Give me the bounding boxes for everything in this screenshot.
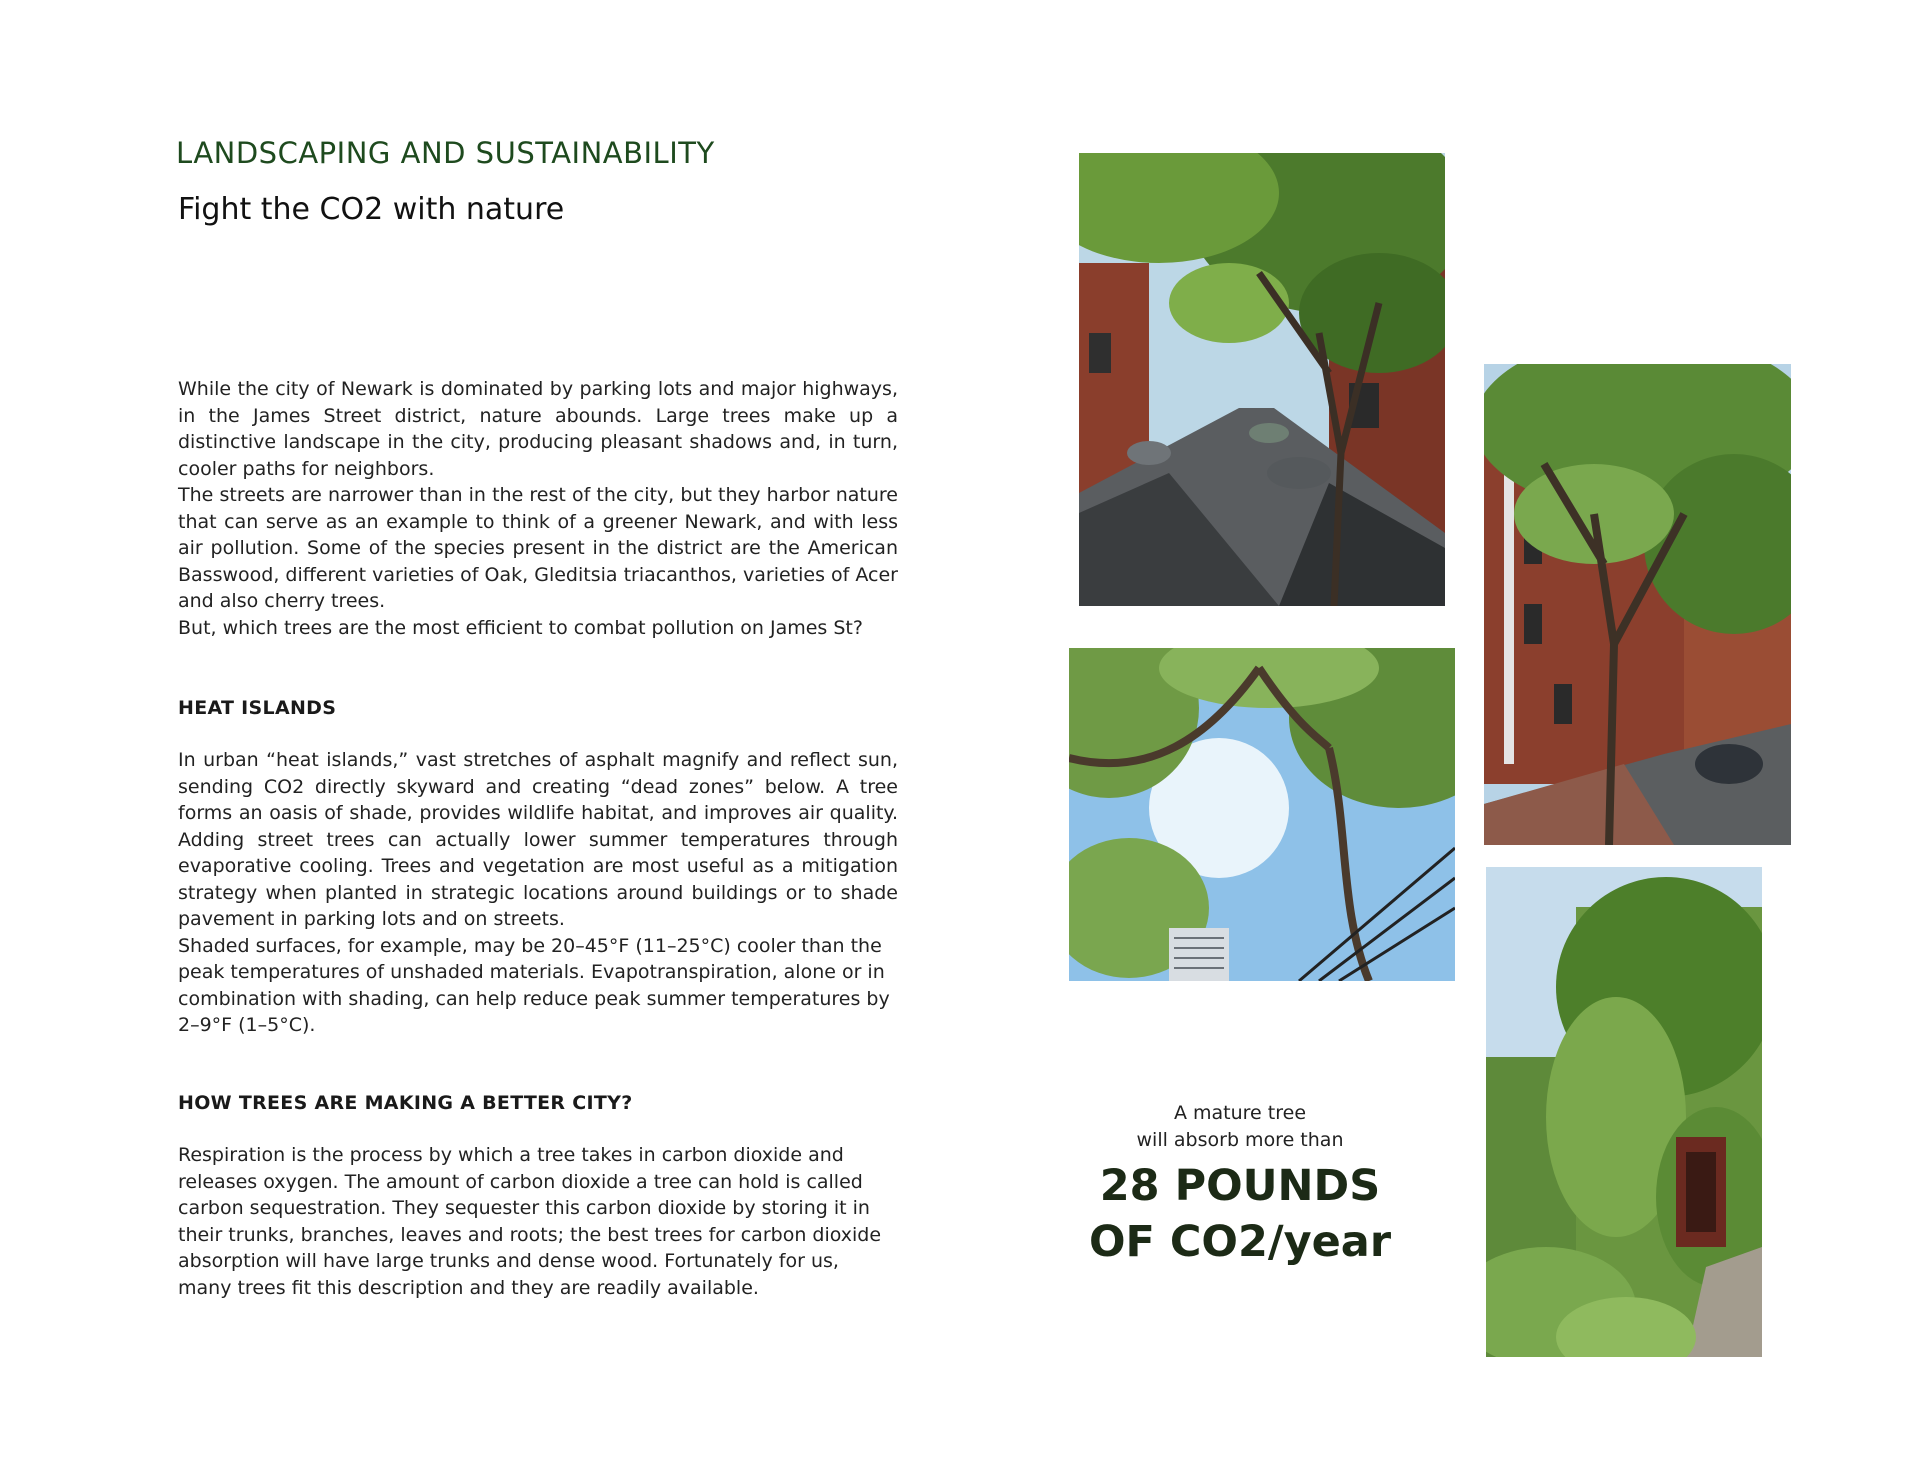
ivy-building-photo xyxy=(1486,867,1762,1357)
better-city-heading: HOW TREES ARE MAKING A BETTER CITY? xyxy=(178,1092,633,1114)
page-title: LANDSCAPING AND SUSTAINABILITY xyxy=(176,136,715,170)
rowhouse-tree-photo xyxy=(1484,364,1791,845)
intro-paragraph: But, which trees are the most efficient to combat pollution on James St? xyxy=(178,616,863,639)
heat-islands-text xyxy=(178,747,898,1039)
stat-caption-line2: will absorb more than xyxy=(1136,1129,1344,1151)
intro-paragraph: While the city of Newark is dominated by parking lots and major highways, in the James Street district, nature abounds. Large trees make up a distinctive landscape in the city, producing pleasant shadows and, in turn, cooler paths for neighbors. xyxy=(178,378,898,480)
heat-islands-paragraph: Shaded surfaces, for example, may be 20–45°F (11–25°C) cooler than the peak temperatures of unshaded materials. Evapotranspiration, alone or in combination with shading, can help reduce peak summer temperatures by 2–9°F (1–5°C). xyxy=(178,934,890,1036)
heat-islands-paragraph: In urban “heat islands,” vast stretches of asphalt magnify and reflect sun, sending CO2 directly skyward and creating “dead zones” below. A tree forms an oasis of shade, provides wildlife habitat, and improves air quality. Adding street trees can actually lower summer temperatures through evaporative cooling. Trees and vegetation are most useful as a mitigation strategy when planted in strategic locations around buildings or to shade pavement in parking lots and on streets. xyxy=(178,749,898,930)
stat-value-line2: OF CO2/year xyxy=(1088,1217,1392,1267)
heat-islands-heading: HEAT ISLANDS xyxy=(178,697,337,719)
intro-paragraph: The streets are narrower than in the rest of the city, but they harbor nature that can serve as an example to think of a greener Newark, and with less air pollution. Some of the species present in the district are the American Basswood, different varieties of Oak, Gleditsia triacanthos, varieties of Acer and also cherry trees. xyxy=(178,484,898,612)
stat-value-line1: 28 POUNDS xyxy=(1099,1161,1381,1211)
canopy-sky-photo xyxy=(1069,648,1455,981)
intro-text xyxy=(178,376,898,641)
page-subtitle: Fight the CO2 with nature xyxy=(178,192,565,227)
stat-caption-line1: A mature tree xyxy=(1173,1102,1307,1124)
better-city-text xyxy=(178,1142,898,1301)
street-trees-photo xyxy=(1079,153,1445,606)
better-city-paragraph: Respiration is the process by which a tree takes in carbon dioxide and releases oxygen. The amount of carbon dioxide a tree can hold is called carbon sequestration. They sequester this carbon dioxide by storing it in their trunks, branches, leaves and roots; the best trees for carbon dioxide absorption will have large trunks and dense wood. Fortunately for us, many trees fit this description and they are readily available. xyxy=(178,1144,882,1299)
